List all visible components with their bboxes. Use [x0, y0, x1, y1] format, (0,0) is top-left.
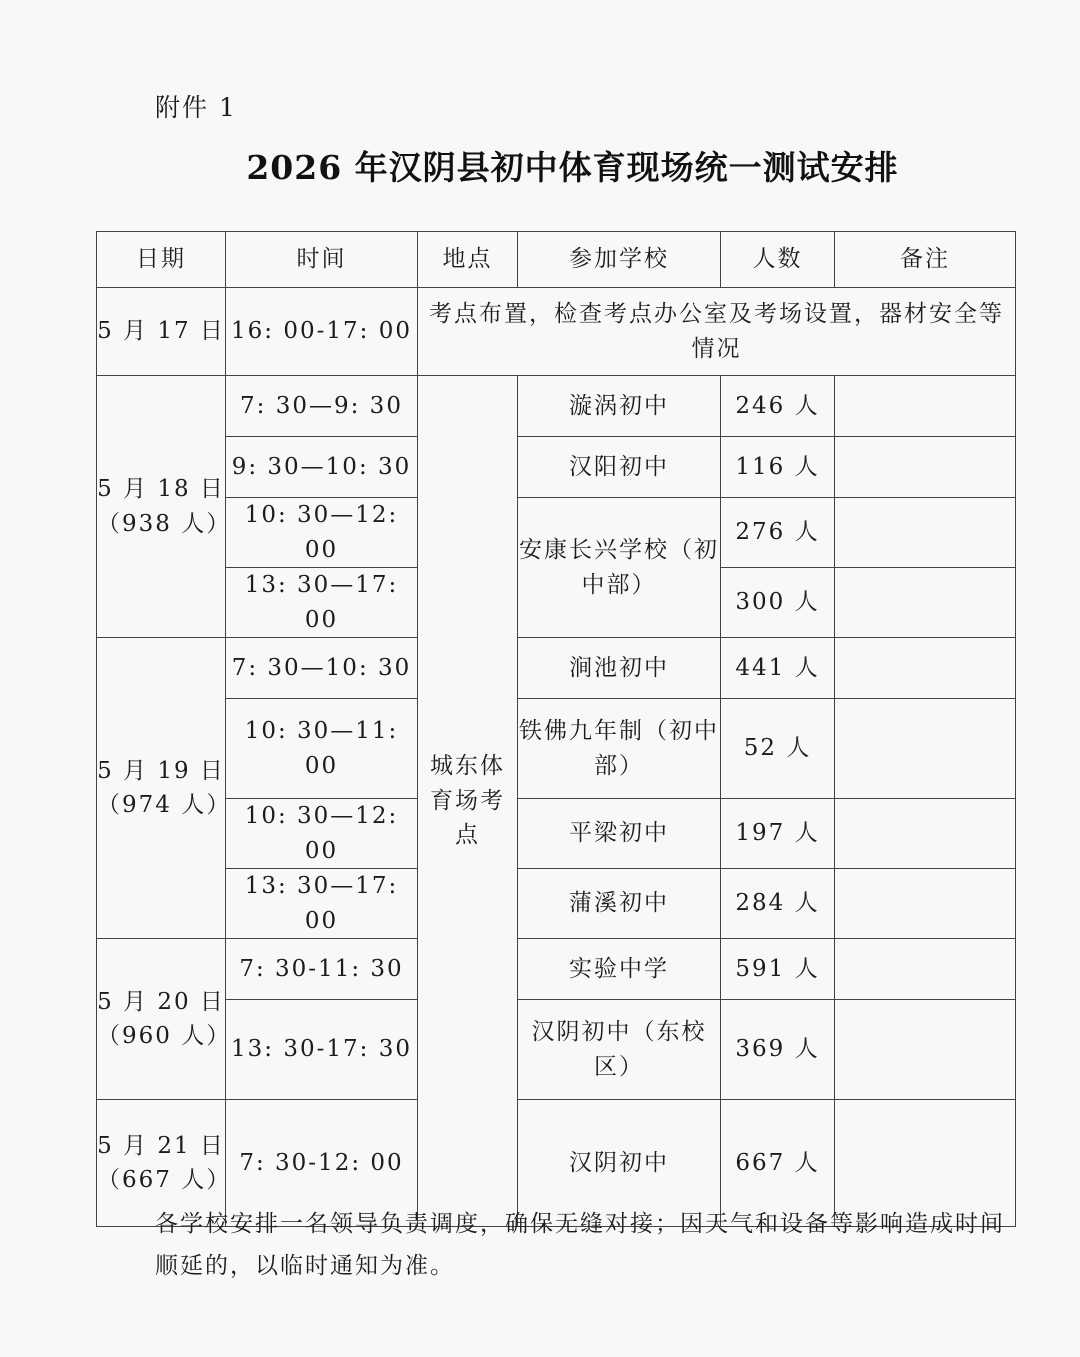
- date-cell: [97, 939, 232, 1100]
- table-row: [97, 799, 1016, 869]
- header-time: 时间: [226, 232, 418, 288]
- school-cell: 涧池初中: [518, 638, 721, 699]
- count-cell: 591 人: [721, 939, 835, 1000]
- note-cell: [835, 699, 1016, 799]
- time-cell: 13: 30—17: 00: [226, 568, 418, 638]
- count-cell: 197 人: [721, 799, 835, 869]
- school-cell: 安康长兴学校（初中部）: [518, 498, 721, 638]
- count-cell: 667 人: [721, 1100, 835, 1227]
- count-cell: 284 人: [721, 869, 835, 939]
- table-row: [97, 288, 1016, 376]
- note-cell: [835, 437, 1016, 498]
- table-row: [97, 638, 1016, 699]
- school-cell: 平梁初中: [518, 799, 721, 869]
- time-cell: 7: 30—9: 30: [226, 376, 418, 437]
- school-cell: 汉阴初中: [518, 1100, 721, 1227]
- table-row: [97, 498, 1016, 568]
- count-cell: 300 人: [721, 568, 835, 638]
- table-row: [97, 376, 1016, 437]
- date-total: （938 人）: [97, 510, 232, 537]
- table-row: [97, 939, 1016, 1000]
- time-cell: 16: 00-17: 00: [226, 288, 418, 376]
- date-total: （667 人）: [97, 1167, 232, 1193]
- venue-cell: 城东体育场考点: [418, 376, 518, 1227]
- count-cell: 441 人: [721, 638, 835, 699]
- header-school: 参加学校: [518, 232, 721, 288]
- time-cell: 13: 30—17: 00: [226, 869, 418, 939]
- header-note: 备注: [835, 232, 1016, 288]
- school-cell: 汉阳初中: [518, 437, 721, 498]
- date-text: 5 月 20 日: [97, 988, 225, 1015]
- count-cell: 52 人: [721, 699, 835, 799]
- school-cell: 汉阴初中（东校区）: [518, 1000, 721, 1100]
- note-cell: [835, 498, 1016, 568]
- prep-content-cell: 考点布置，检查考点办公室及考场设置，器材安全等情况: [418, 288, 1016, 376]
- table-row: [97, 699, 1016, 799]
- attachment-label: 附件 1: [155, 93, 237, 122]
- table-row: [97, 869, 1016, 939]
- date-cell: [97, 638, 232, 939]
- date-cell: 5 月 17 日: [97, 288, 226, 376]
- date-total: （974 人）: [97, 792, 232, 818]
- note-cell: [835, 799, 1016, 869]
- note-cell: [835, 568, 1016, 638]
- date-text: 5 月 19 日: [97, 757, 225, 784]
- table-row: [97, 437, 1016, 498]
- note-cell: [835, 638, 1016, 699]
- school-cell: 蒲溪初中: [518, 869, 721, 939]
- time-cell: 9: 30—10: 30: [226, 437, 418, 498]
- document-title: 2026 年汉阴县初中体育现场统一测试安排: [246, 148, 899, 187]
- schedule-table: [96, 231, 1016, 1227]
- header-date: 日期: [97, 232, 226, 288]
- school-cell: 铁佛九年制（初中部）: [518, 699, 721, 799]
- date-cell: [97, 376, 232, 638]
- time-cell: 7: 30-11: 30: [226, 939, 418, 1000]
- note-cell: [835, 869, 1016, 939]
- school-cell: 实验中学: [518, 939, 721, 1000]
- date-text: 5 月 18 日: [97, 476, 225, 502]
- header-row: [97, 232, 1016, 288]
- count-cell: 116 人: [721, 437, 835, 498]
- time-cell: 10: 30—11: 00: [226, 699, 418, 799]
- date-text: 5 月 21 日: [97, 1132, 225, 1159]
- header-place: 地点: [418, 232, 518, 288]
- time-cell: 7: 30—10: 30: [226, 638, 418, 699]
- time-cell: 10: 30—12: 00: [226, 799, 418, 869]
- footer-note: 各学校安排一名领导负责调度，确保无缝对接；因天气和设备等影响造成时间顺延的，以临时通知为准。: [155, 1211, 1005, 1279]
- note-cell: [835, 939, 1016, 1000]
- time-cell: 10: 30—12: 00: [226, 498, 418, 568]
- date-total: （960 人）: [97, 1023, 232, 1049]
- count-cell: 276 人: [721, 498, 835, 568]
- table-row: [97, 1000, 1016, 1100]
- time-cell: 7: 30-12: 00: [226, 1100, 418, 1227]
- header-count: 人数: [721, 232, 835, 288]
- school-cell: 漩涡初中: [518, 376, 721, 437]
- count-cell: 369 人: [721, 1000, 835, 1100]
- time-cell: 13: 30-17: 30: [226, 1000, 418, 1100]
- note-cell: [835, 1000, 1016, 1100]
- note-cell: [835, 376, 1016, 437]
- count-cell: 246 人: [721, 376, 835, 437]
